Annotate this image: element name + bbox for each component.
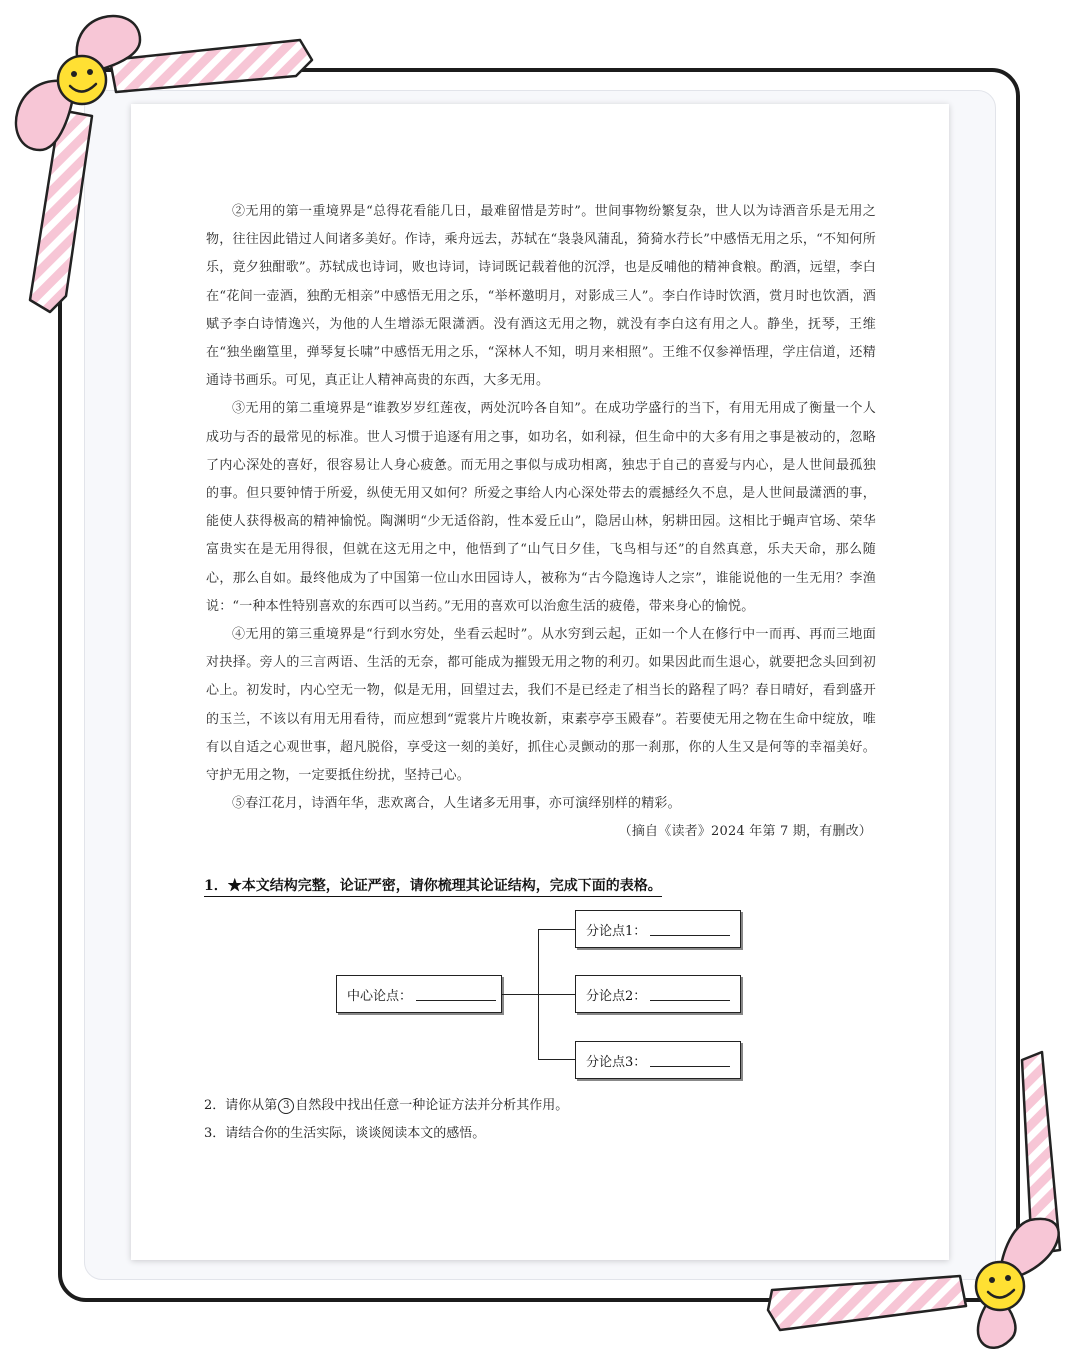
paragraph-3: ③无用的第二重境界是“谁教岁岁红莲夜，两处沉吟各自知”。在成功学盛行的当下，有用无用成了衡量一个人成功与否的最常见的标准。世人习惯于追逐有用之事，如功名，如利禄，但生命中的大多有用之事是被动的，忽略了内心深处的喜好，很容易让人身心疲惫。而无用之事似与成功相离，独忠于自己的喜爱与内心，是人世间最孤独的事。但只要钟情于所爱，纵使无用又如何？所爱之事给人内心深处带去的震撼经久不息，是人世间最潇洒的事，能使人获得极高的精神愉悦。陶渊明“少无适俗韵，性本爱丘山”，隐居山林，躬耕田园。这相比于蝇声官场、荣华富贵实在是无用得很，但就在这无用之中，他悟到了“山气日夕佳，飞鸟相与还”的自然真意，乐夫天命，那么随心，那么自如。最终他成为了中国第一位山水田园诗人，被称为“古今隐逸诗人之宗”，谁能说他的一生无用？李渔说：“一种本性特别喜欢的东西可以当药。”无用的喜欢可以治愈生活的疲倦，带来身心的愉悦。 <box>206 401 876 614</box>
circled-number: 3 <box>278 1098 294 1114</box>
connector-line <box>538 929 575 930</box>
center-argument-blank[interactable] <box>416 988 496 1001</box>
sub-argument-2-blank[interactable] <box>650 988 730 1001</box>
sub-argument-2-box[interactable] <box>575 975 741 1013</box>
question-1: 1．★本文结构完整，论证严密，请你梳理其论证结构，完成下面的表格。 <box>204 876 662 897</box>
sub-argument-1-box[interactable] <box>575 910 741 948</box>
paragraph-4: ④无用的第三重境界是“行到水穷处，坐看云起时”。从水穷到云起，正如一个人在修行中一而再、再而三地面对抉择。旁人的三言两语、生活的无奈，都可能成为摧毁无用之物的利刃。如果因此而生退心，就要把念头回到初心上。初发时，内心空无一物，似是无用，回望过去，我们不是已经走了相当长的路程了吗？春日晴好，看到盛开的玉兰，不该以有用无用看待，而应想到“霓裳片片晚妆新，束素亭亭玉殿春”。若要使无用之物在生命中绽放，唯有以自适之心观世事，超凡脱俗，享受这一刻的美好，抓住心灵颤动的那一刹那，你的人生又是何等的幸福美好。守护无用之物，一定要抵住纷扰，坚持己心。 <box>206 627 876 784</box>
paragraph-5: ⑤春江花月，诗酒年华，悲欢离合，人生诸多无用事，亦可演绎别样的精彩。 <box>232 796 681 812</box>
sub-argument-2-label: 分论点2： <box>586 988 647 1004</box>
argument-structure-diagram <box>330 905 750 1085</box>
question-2-text-start: 2．请你从第 <box>204 1098 278 1113</box>
connector-line <box>538 1059 575 1060</box>
center-argument-label: 中心论点： <box>347 988 413 1004</box>
sub-argument-3-box[interactable] <box>575 1041 741 1079</box>
ribbon-bottom-right-icon <box>760 1040 1080 1369</box>
question-2-text-end: 自然段中找出任意一种论证方法并分析其作用。 <box>295 1098 569 1113</box>
question-2 <box>204 1094 568 1114</box>
paragraph-2: ②无用的第一重境界是“总得花看能几日，最难留惜是芳时”。世间事物纷繁复杂，世人以为诗酒音乐是无用之物，往往因此错过人间诸多美好。作诗，乘舟远去，苏轼在“袅袅风蒲乱，猗猗水荇长”中感悟无用之乐，“不知何所乐，竟夕独酣歌”。苏轼成也诗词，败也诗词，诗词既记载着他的沉浮，也是反哺他的精神食粮。酌酒，远望，李白在“花间一壶酒，独酌无相亲”中感悟无用之乐，“举杯邀明月，对影成三人”。李白作诗时饮酒，赏月时也饮酒，酒赋予李白诗情逸兴，为他的人生增添无限潇洒。没有酒这无用之物，就没有李白这有用之人。静坐，抚琴，王维在“独坐幽篁里，弹琴复长啸”中感悟无用之乐，“深林人不知，明月来相照”。王维不仅参禅悟理，学庄信道，还精通诗书画乐。可见，真正让人精神高贵的东西，大多无用。 <box>206 204 876 389</box>
sub-argument-1-label: 分论点1： <box>586 923 647 939</box>
article-source: （摘自《读者》2024 年第 7 期，有删改） <box>618 824 872 840</box>
sub-argument-3-label: 分论点3： <box>586 1054 647 1070</box>
ribbon-top-left-icon <box>0 0 330 320</box>
connector-line <box>502 994 575 995</box>
sub-argument-1-blank[interactable] <box>650 923 730 936</box>
center-argument-box[interactable] <box>336 975 502 1013</box>
question-3: 3．请结合你的生活实际，谈谈阅读本文的感悟。 <box>204 1126 486 1141</box>
sub-argument-3-blank[interactable] <box>650 1054 730 1067</box>
